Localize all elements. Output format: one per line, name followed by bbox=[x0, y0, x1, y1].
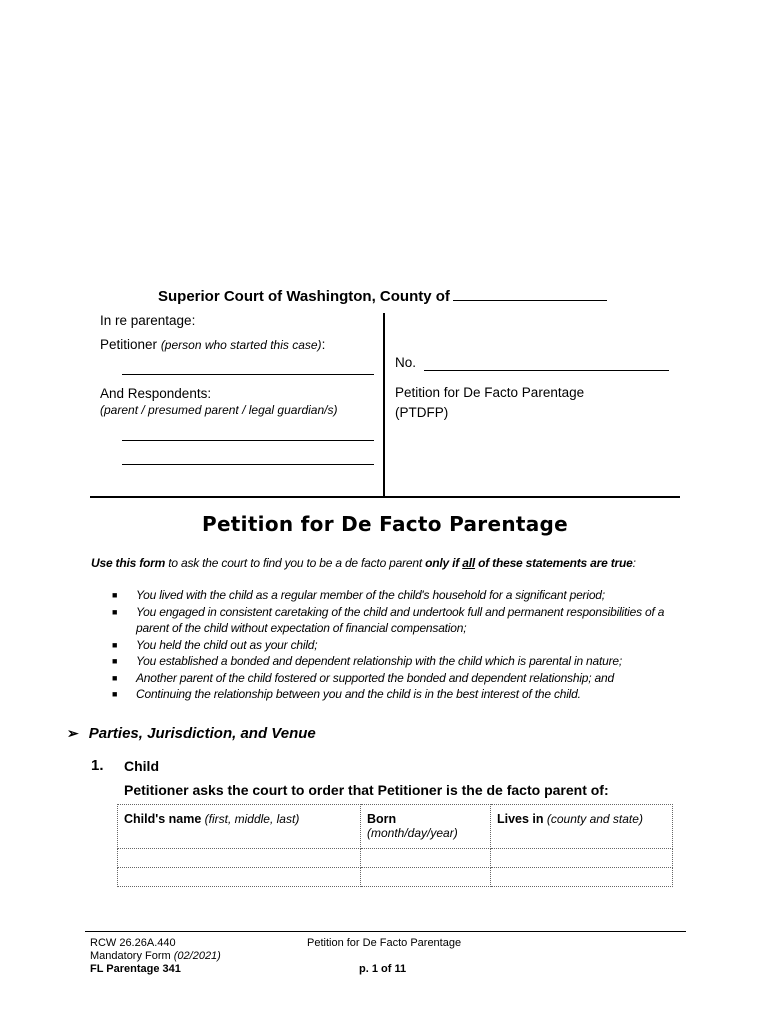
case-number-label: No. bbox=[395, 355, 417, 370]
col-header-label: Lives in bbox=[497, 812, 544, 826]
footer-mandatory-label: Mandatory Form bbox=[90, 950, 174, 962]
bullet-icon: ■ bbox=[112, 590, 118, 600]
in-re-label: In re parentage: bbox=[100, 313, 196, 328]
list-item bbox=[112, 604, 672, 637]
section-title: Parties, Jurisdiction, and Venue bbox=[88, 725, 316, 742]
page-title: Petition for De Facto Parentage bbox=[201, 512, 569, 536]
caption-document-name: Petition for De Facto Parentage bbox=[395, 385, 585, 400]
footer-rcw: RCW 26.26A.440 bbox=[90, 937, 176, 949]
respondent-name-line-2[interactable] bbox=[122, 464, 374, 465]
court-title bbox=[158, 287, 607, 305]
born-cell[interactable] bbox=[361, 868, 491, 887]
table-row bbox=[118, 849, 673, 868]
bullet-icon: ■ bbox=[112, 672, 118, 683]
intro-text bbox=[91, 556, 636, 570]
intro-part2: to ask the court to find you to be a de facto parent bbox=[165, 556, 426, 570]
table-header-row bbox=[118, 805, 673, 849]
child-name-cell[interactable] bbox=[118, 849, 361, 868]
footer-mandatory bbox=[90, 950, 221, 962]
list-item bbox=[112, 637, 672, 654]
respondents-note: (parent / presumed parent / legal guardian/s) bbox=[100, 403, 338, 417]
requirements-list bbox=[112, 587, 672, 703]
footer-divider bbox=[85, 931, 686, 932]
intro-part5: of these statements are true bbox=[474, 556, 633, 570]
intro-part1: Use this form bbox=[91, 556, 166, 570]
bullet-icon: ■ bbox=[112, 656, 118, 666]
footer-form-id: FL Parentage 341 bbox=[90, 963, 181, 975]
respondent-name-line-1[interactable] bbox=[122, 440, 374, 441]
item-ask-text: Petitioner asks the court to order that Petitioner is the de facto parent of: bbox=[124, 782, 609, 798]
col-header-born bbox=[361, 805, 491, 849]
col-header-label: Born bbox=[367, 812, 397, 826]
footer-page-number: p. 1 of 11 bbox=[359, 963, 407, 975]
list-item bbox=[112, 653, 672, 670]
list-item-text: Another parent of the child fostered or supported the bonded and dependent relationship; and bbox=[136, 670, 614, 685]
child-name-cell[interactable] bbox=[118, 868, 361, 887]
petitioner-colon: : bbox=[321, 337, 326, 352]
petitioner-label: Petitioner bbox=[100, 337, 158, 352]
caption-document-code: (PTDFP) bbox=[395, 405, 449, 420]
bullet-icon: ■ bbox=[112, 606, 118, 617]
col-header-note: (first, middle, last) bbox=[201, 812, 300, 826]
case-number-line[interactable] bbox=[424, 370, 669, 371]
footer-date: (02/2021) bbox=[173, 950, 221, 962]
col-header-lives-in bbox=[491, 805, 673, 849]
item-number: 1. bbox=[91, 757, 104, 774]
bullet-icon: ■ bbox=[112, 689, 118, 699]
caption-divider-horizontal bbox=[90, 496, 680, 498]
footer-document-name: Petition for De Facto Parentage bbox=[307, 937, 462, 949]
col-header-label: Child's name bbox=[124, 812, 202, 826]
list-item bbox=[112, 670, 672, 687]
col-header-note: (month/day/year) bbox=[367, 826, 458, 840]
lives-in-cell[interactable] bbox=[491, 868, 673, 887]
petitioner-name-line[interactable] bbox=[122, 374, 374, 375]
list-item-text: You held the child out as your child; bbox=[136, 637, 318, 652]
list-item-text: Continuing the relationship between you and the child is in the best interest of the child. bbox=[136, 687, 581, 701]
lives-in-cell[interactable] bbox=[491, 849, 673, 868]
arrow-icon: ➢ bbox=[67, 725, 79, 741]
intro-part6: : bbox=[632, 556, 636, 570]
item-title: Child bbox=[124, 758, 159, 774]
child-table bbox=[117, 804, 673, 887]
respondents-label: And Respondents: bbox=[100, 386, 212, 401]
caption-divider-vertical bbox=[383, 313, 385, 498]
petitioner-note: (person who started this case) bbox=[160, 338, 322, 352]
col-header-child-name bbox=[118, 805, 361, 849]
list-item-text: You lived with the child as a regular member of the child's household for a significant period; bbox=[136, 588, 605, 602]
list-item bbox=[112, 587, 672, 604]
petitioner-label-row bbox=[100, 337, 325, 352]
table-row bbox=[118, 868, 673, 887]
col-header-note: (county and state) bbox=[543, 812, 643, 826]
list-item-text: You engaged in consistent caretaking of the child and undertook full and permanent responsibilities of a parent of the child without expectation of financial compensation; bbox=[136, 604, 665, 635]
intro-part3: only if bbox=[425, 556, 463, 570]
court-title-text: Superior Court of Washington, County of bbox=[158, 288, 450, 305]
section-heading bbox=[67, 725, 316, 742]
born-cell[interactable] bbox=[361, 849, 491, 868]
list-item-text: You established a bonded and dependent relationship with the child which is parental in nature; bbox=[136, 654, 623, 668]
bullet-icon: ■ bbox=[112, 639, 118, 650]
intro-part4: all bbox=[462, 556, 475, 570]
county-blank-line[interactable] bbox=[453, 287, 607, 301]
list-item bbox=[112, 686, 672, 703]
